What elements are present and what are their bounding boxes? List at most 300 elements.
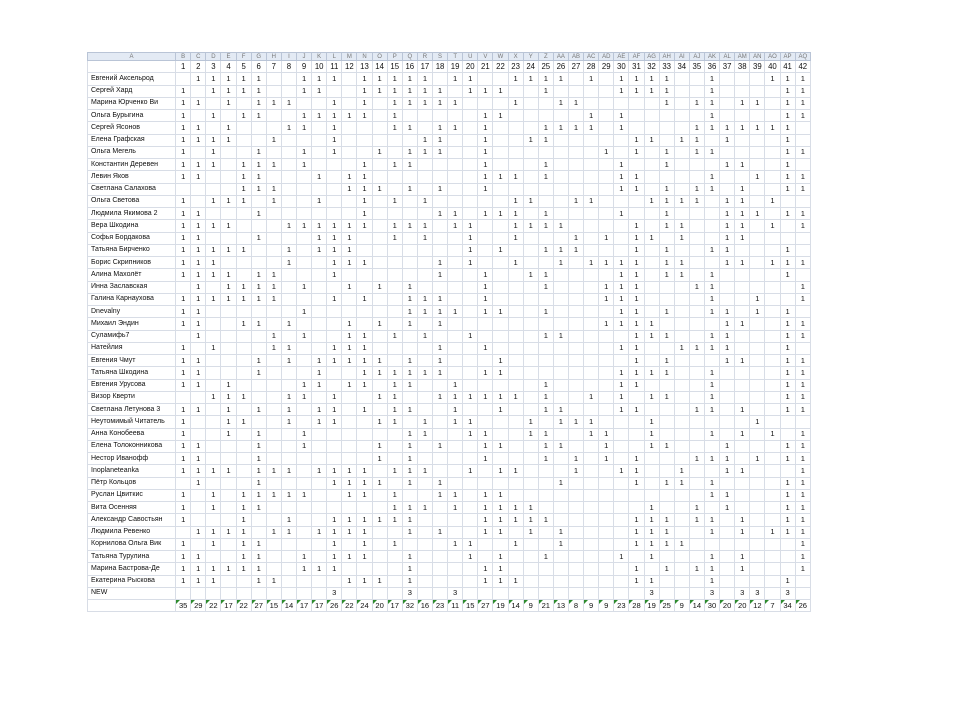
mark-cell[interactable]	[402, 171, 417, 183]
column-number-cell[interactable]: 5	[236, 61, 251, 73]
mark-cell[interactable]	[508, 159, 523, 171]
mark-cell[interactable]	[599, 355, 614, 367]
mark-cell[interactable]	[448, 85, 463, 97]
mark-cell[interactable]: 1	[750, 122, 765, 134]
mark-cell[interactable]: 1	[357, 575, 372, 587]
mark-cell[interactable]: 1	[735, 208, 750, 220]
mark-cell[interactable]	[206, 355, 221, 367]
mark-cell[interactable]	[704, 220, 719, 232]
mark-cell[interactable]: 1	[176, 575, 191, 587]
mark-cell[interactable]: 1	[387, 110, 402, 122]
mark-cell[interactable]: 1	[629, 232, 644, 244]
mark-cell[interactable]: 1	[176, 220, 191, 232]
participant-name-cell[interactable]: Неутомимый Читатель	[88, 416, 176, 428]
mark-cell[interactable]: 1	[191, 404, 206, 416]
total-cell[interactable]: 26	[795, 600, 810, 612]
mark-cell[interactable]: 1	[251, 85, 266, 97]
mark-cell[interactable]	[599, 489, 614, 501]
column-letter-header[interactable]: T	[448, 53, 463, 61]
participant-name-cell[interactable]: Сергей Ясонов	[88, 122, 176, 134]
mark-cell[interactable]	[463, 134, 478, 146]
mark-cell[interactable]: 1	[659, 391, 674, 403]
mark-cell[interactable]	[508, 293, 523, 305]
new-row-cell[interactable]: 3	[704, 587, 719, 599]
mark-cell[interactable]	[568, 575, 583, 587]
mark-cell[interactable]: 1	[327, 355, 342, 367]
mark-cell[interactable]: 1	[538, 514, 553, 526]
mark-cell[interactable]: 1	[538, 220, 553, 232]
mark-cell[interactable]: 1	[176, 257, 191, 269]
mark-cell[interactable]	[614, 244, 629, 256]
mark-cell[interactable]: 1	[372, 453, 387, 465]
mark-cell[interactable]	[523, 538, 538, 550]
mark-cell[interactable]: 1	[629, 220, 644, 232]
mark-cell[interactable]: 1	[448, 391, 463, 403]
mark-cell[interactable]: 1	[402, 428, 417, 440]
new-row-cell[interactable]	[206, 587, 221, 599]
mark-cell[interactable]	[251, 526, 266, 538]
mark-cell[interactable]	[584, 489, 599, 501]
mark-cell[interactable]	[599, 538, 614, 550]
mark-cell[interactable]: 1	[176, 122, 191, 134]
mark-cell[interactable]: 1	[614, 85, 629, 97]
mark-cell[interactable]	[644, 293, 659, 305]
mark-cell[interactable]	[372, 563, 387, 575]
mark-cell[interactable]	[750, 404, 765, 416]
mark-cell[interactable]	[493, 257, 508, 269]
total-cell[interactable]: 14	[689, 600, 704, 612]
mark-cell[interactable]	[342, 404, 357, 416]
mark-cell[interactable]: 1	[312, 232, 327, 244]
new-row-cell[interactable]	[553, 587, 568, 599]
mark-cell[interactable]	[614, 220, 629, 232]
mark-cell[interactable]	[538, 146, 553, 158]
mark-cell[interactable]: 1	[327, 257, 342, 269]
mark-cell[interactable]: 1	[432, 306, 447, 318]
mark-cell[interactable]	[281, 477, 296, 489]
new-row-cell[interactable]	[659, 587, 674, 599]
mark-cell[interactable]: 1	[704, 342, 719, 354]
mark-cell[interactable]	[599, 526, 614, 538]
mark-cell[interactable]	[795, 122, 810, 134]
mark-cell[interactable]: 1	[795, 526, 810, 538]
column-letter-header[interactable]: G	[251, 53, 266, 61]
mark-cell[interactable]	[523, 85, 538, 97]
mark-cell[interactable]: 1	[342, 465, 357, 477]
mark-cell[interactable]	[432, 551, 447, 563]
new-row-cell[interactable]	[765, 587, 780, 599]
mark-cell[interactable]	[266, 404, 281, 416]
participant-name-cell[interactable]: Людмила Якимова 2	[88, 208, 176, 220]
column-letter-header[interactable]: F	[236, 53, 251, 61]
mark-cell[interactable]	[735, 391, 750, 403]
mark-cell[interactable]	[629, 159, 644, 171]
column-number-cell[interactable]: 8	[281, 61, 296, 73]
mark-cell[interactable]: 1	[478, 440, 493, 452]
total-cell[interactable]: 8	[568, 600, 583, 612]
mark-cell[interactable]	[191, 110, 206, 122]
mark-cell[interactable]	[553, 269, 568, 281]
mark-cell[interactable]	[538, 526, 553, 538]
mark-cell[interactable]: 1	[417, 73, 432, 85]
mark-cell[interactable]	[281, 134, 296, 146]
mark-cell[interactable]: 1	[191, 440, 206, 452]
mark-cell[interactable]	[584, 342, 599, 354]
mark-cell[interactable]	[266, 453, 281, 465]
mark-cell[interactable]: 1	[387, 391, 402, 403]
totals-label-cell[interactable]	[88, 600, 176, 612]
mark-cell[interactable]: 1	[312, 367, 327, 379]
mark-cell[interactable]	[297, 477, 312, 489]
mark-cell[interactable]	[478, 465, 493, 477]
mark-cell[interactable]	[236, 208, 251, 220]
mark-cell[interactable]	[674, 122, 689, 134]
mark-cell[interactable]	[750, 318, 765, 330]
mark-cell[interactable]	[236, 404, 251, 416]
participant-name-cell[interactable]: Пётр Кольцов	[88, 477, 176, 489]
mark-cell[interactable]	[508, 134, 523, 146]
mark-cell[interactable]	[568, 159, 583, 171]
mark-cell[interactable]	[221, 367, 236, 379]
mark-cell[interactable]	[493, 318, 508, 330]
column-letter-header[interactable]: AJ	[689, 53, 704, 61]
mark-cell[interactable]	[689, 428, 704, 440]
new-row-cell[interactable]	[795, 587, 810, 599]
mark-cell[interactable]	[568, 330, 583, 342]
mark-cell[interactable]: 1	[735, 183, 750, 195]
mark-cell[interactable]	[206, 171, 221, 183]
mark-cell[interactable]	[221, 171, 236, 183]
mark-cell[interactable]: 1	[523, 526, 538, 538]
mark-cell[interactable]	[327, 367, 342, 379]
mark-cell[interactable]	[206, 404, 221, 416]
mark-cell[interactable]: 1	[659, 355, 674, 367]
column-number-cell[interactable]: 24	[523, 61, 538, 73]
mark-cell[interactable]: 1	[236, 281, 251, 293]
mark-cell[interactable]: 1	[689, 563, 704, 575]
participant-name-cell[interactable]: Вита Осенняя	[88, 502, 176, 514]
mark-cell[interactable]	[508, 416, 523, 428]
mark-cell[interactable]: 1	[704, 575, 719, 587]
column-letter-header[interactable]: M	[342, 53, 357, 61]
mark-cell[interactable]	[266, 538, 281, 550]
mark-cell[interactable]	[538, 538, 553, 550]
mark-cell[interactable]: 1	[659, 73, 674, 85]
mark-cell[interactable]: 1	[659, 85, 674, 97]
mark-cell[interactable]	[402, 134, 417, 146]
mark-cell[interactable]: 1	[704, 97, 719, 109]
column-letter-header[interactable]: AM	[735, 53, 750, 61]
mark-cell[interactable]	[281, 453, 296, 465]
mark-cell[interactable]	[674, 391, 689, 403]
mark-cell[interactable]: 1	[432, 391, 447, 403]
mark-cell[interactable]: 1	[372, 73, 387, 85]
mark-cell[interactable]: 1	[493, 355, 508, 367]
mark-cell[interactable]: 1	[780, 391, 795, 403]
mark-cell[interactable]: 1	[206, 110, 221, 122]
mark-cell[interactable]: 1	[327, 391, 342, 403]
mark-cell[interactable]	[750, 159, 765, 171]
mark-cell[interactable]: 1	[176, 146, 191, 158]
mark-cell[interactable]	[674, 293, 689, 305]
mark-cell[interactable]: 1	[206, 73, 221, 85]
mark-cell[interactable]	[432, 538, 447, 550]
column-letter-header[interactable]: AP	[780, 53, 795, 61]
mark-cell[interactable]	[584, 146, 599, 158]
mark-cell[interactable]	[599, 342, 614, 354]
mark-cell[interactable]	[478, 232, 493, 244]
mark-cell[interactable]	[432, 159, 447, 171]
mark-cell[interactable]: 1	[297, 146, 312, 158]
participant-name-cell[interactable]: Ольга Бурыгина	[88, 110, 176, 122]
mark-cell[interactable]: 1	[236, 171, 251, 183]
mark-cell[interactable]: 1	[432, 440, 447, 452]
mark-cell[interactable]: 1	[674, 538, 689, 550]
mark-cell[interactable]: 1	[720, 257, 735, 269]
mark-cell[interactable]	[297, 257, 312, 269]
mark-cell[interactable]	[297, 465, 312, 477]
new-row-cell[interactable]: 3	[780, 587, 795, 599]
mark-cell[interactable]	[720, 171, 735, 183]
mark-cell[interactable]	[372, 97, 387, 109]
mark-cell[interactable]	[281, 563, 296, 575]
mark-cell[interactable]: 1	[372, 85, 387, 97]
mark-cell[interactable]	[523, 391, 538, 403]
mark-cell[interactable]	[720, 281, 735, 293]
mark-cell[interactable]: 1	[508, 514, 523, 526]
mark-cell[interactable]: 1	[448, 306, 463, 318]
mark-cell[interactable]	[281, 281, 296, 293]
mark-cell[interactable]	[750, 85, 765, 97]
mark-cell[interactable]: 1	[704, 146, 719, 158]
mark-cell[interactable]: 1	[191, 551, 206, 563]
mark-cell[interactable]: 1	[795, 440, 810, 452]
new-row-cell[interactable]: 3	[644, 587, 659, 599]
mark-cell[interactable]	[402, 208, 417, 220]
mark-cell[interactable]	[553, 489, 568, 501]
mark-cell[interactable]	[584, 97, 599, 109]
mark-cell[interactable]: 1	[478, 183, 493, 195]
column-number-cell[interactable]: 21	[478, 61, 493, 73]
mark-cell[interactable]: 1	[644, 391, 659, 403]
mark-cell[interactable]	[750, 440, 765, 452]
mark-cell[interactable]: 1	[312, 526, 327, 538]
mark-cell[interactable]	[251, 122, 266, 134]
mark-cell[interactable]: 1	[281, 122, 296, 134]
mark-cell[interactable]	[221, 110, 236, 122]
mark-cell[interactable]: 1	[584, 391, 599, 403]
mark-cell[interactable]	[342, 122, 357, 134]
mark-cell[interactable]: 1	[523, 73, 538, 85]
mark-cell[interactable]	[599, 306, 614, 318]
mark-cell[interactable]	[674, 453, 689, 465]
mark-cell[interactable]	[463, 171, 478, 183]
mark-cell[interactable]: 1	[206, 489, 221, 501]
mark-cell[interactable]: 1	[674, 134, 689, 146]
mark-cell[interactable]	[568, 281, 583, 293]
mark-cell[interactable]	[297, 575, 312, 587]
mark-cell[interactable]	[387, 281, 402, 293]
mark-cell[interactable]	[614, 355, 629, 367]
mark-cell[interactable]	[674, 306, 689, 318]
mark-cell[interactable]: 1	[493, 526, 508, 538]
mark-cell[interactable]	[538, 367, 553, 379]
mark-cell[interactable]: 1	[780, 367, 795, 379]
mark-cell[interactable]: 1	[176, 416, 191, 428]
mark-cell[interactable]: 1	[432, 97, 447, 109]
mark-cell[interactable]	[297, 416, 312, 428]
mark-cell[interactable]	[312, 453, 327, 465]
mark-cell[interactable]: 1	[236, 159, 251, 171]
mark-cell[interactable]	[432, 514, 447, 526]
mark-cell[interactable]: 1	[659, 269, 674, 281]
mark-cell[interactable]: 1	[357, 514, 372, 526]
mark-cell[interactable]: 1	[206, 220, 221, 232]
mark-cell[interactable]	[614, 477, 629, 489]
mark-cell[interactable]: 1	[674, 195, 689, 207]
mark-cell[interactable]	[735, 73, 750, 85]
mark-cell[interactable]	[644, 208, 659, 220]
mark-cell[interactable]	[750, 526, 765, 538]
mark-cell[interactable]: 1	[689, 195, 704, 207]
mark-cell[interactable]: 1	[327, 416, 342, 428]
mark-cell[interactable]	[402, 538, 417, 550]
mark-cell[interactable]: 1	[251, 477, 266, 489]
mark-cell[interactable]	[538, 293, 553, 305]
column-letter-header[interactable]: K	[312, 53, 327, 61]
mark-cell[interactable]	[342, 208, 357, 220]
mark-cell[interactable]: 1	[599, 281, 614, 293]
mark-cell[interactable]: 1	[297, 330, 312, 342]
mark-cell[interactable]: 1	[402, 318, 417, 330]
mark-cell[interactable]: 1	[463, 330, 478, 342]
mark-cell[interactable]	[780, 416, 795, 428]
mark-cell[interactable]: 1	[629, 453, 644, 465]
mark-cell[interactable]: 1	[704, 293, 719, 305]
mark-cell[interactable]: 1	[342, 379, 357, 391]
mark-cell[interactable]	[251, 416, 266, 428]
mark-cell[interactable]	[236, 330, 251, 342]
mark-cell[interactable]: 1	[780, 85, 795, 97]
mark-cell[interactable]	[750, 146, 765, 158]
mark-cell[interactable]	[432, 330, 447, 342]
new-row-cell[interactable]	[674, 587, 689, 599]
mark-cell[interactable]: 1	[176, 244, 191, 256]
mark-cell[interactable]	[327, 281, 342, 293]
mark-cell[interactable]	[659, 171, 674, 183]
mark-cell[interactable]	[735, 171, 750, 183]
mark-cell[interactable]: 1	[191, 208, 206, 220]
participant-name-cell[interactable]: Марина Юрченко Ви	[88, 97, 176, 109]
mark-cell[interactable]: 1	[750, 171, 765, 183]
mark-cell[interactable]: 1	[402, 281, 417, 293]
participant-name-cell[interactable]: Светлана Салахова	[88, 183, 176, 195]
total-cell[interactable]: 35	[176, 600, 191, 612]
mark-cell[interactable]	[689, 416, 704, 428]
mark-cell[interactable]	[795, 159, 810, 171]
mark-cell[interactable]	[266, 232, 281, 244]
mark-cell[interactable]	[523, 477, 538, 489]
mark-cell[interactable]	[493, 342, 508, 354]
mark-cell[interactable]	[584, 502, 599, 514]
mark-cell[interactable]: 1	[448, 404, 463, 416]
mark-cell[interactable]	[463, 563, 478, 575]
mark-cell[interactable]: 1	[765, 195, 780, 207]
mark-cell[interactable]	[297, 367, 312, 379]
mark-cell[interactable]	[720, 85, 735, 97]
mark-cell[interactable]	[795, 342, 810, 354]
column-letter-header[interactable]: AI	[674, 53, 689, 61]
column-number-cell[interactable]: 9	[297, 61, 312, 73]
mark-cell[interactable]: 1	[780, 306, 795, 318]
mark-cell[interactable]	[493, 134, 508, 146]
mark-cell[interactable]: 1	[614, 257, 629, 269]
mark-cell[interactable]	[402, 195, 417, 207]
mark-cell[interactable]: 1	[191, 306, 206, 318]
total-cell[interactable]: 9	[599, 600, 614, 612]
mark-cell[interactable]: 1	[478, 208, 493, 220]
mark-cell[interactable]	[448, 477, 463, 489]
mark-cell[interactable]: 1	[206, 85, 221, 97]
mark-cell[interactable]	[266, 122, 281, 134]
mark-cell[interactable]	[735, 306, 750, 318]
mark-cell[interactable]	[266, 514, 281, 526]
mark-cell[interactable]: 1	[735, 551, 750, 563]
participant-name-cell[interactable]: Анна Конобеева	[88, 428, 176, 440]
mark-cell[interactable]	[674, 563, 689, 575]
mark-cell[interactable]	[432, 195, 447, 207]
mark-cell[interactable]	[463, 342, 478, 354]
mark-cell[interactable]	[327, 428, 342, 440]
mark-cell[interactable]: 1	[387, 379, 402, 391]
mark-cell[interactable]	[765, 477, 780, 489]
mark-cell[interactable]: 1	[372, 514, 387, 526]
mark-cell[interactable]: 1	[342, 232, 357, 244]
mark-cell[interactable]	[674, 526, 689, 538]
mark-cell[interactable]	[478, 220, 493, 232]
mark-cell[interactable]	[599, 575, 614, 587]
mark-cell[interactable]: 1	[614, 122, 629, 134]
mark-cell[interactable]	[312, 318, 327, 330]
mark-cell[interactable]: 1	[629, 379, 644, 391]
mark-cell[interactable]: 1	[644, 73, 659, 85]
column-number-cell[interactable]: 37	[720, 61, 735, 73]
mark-cell[interactable]: 1	[236, 110, 251, 122]
mark-cell[interactable]	[281, 551, 296, 563]
new-row-cell[interactable]	[720, 587, 735, 599]
mark-cell[interactable]	[659, 489, 674, 501]
total-cell[interactable]: 7	[765, 600, 780, 612]
mark-cell[interactable]	[206, 208, 221, 220]
mark-cell[interactable]	[312, 281, 327, 293]
total-cell[interactable]: 22	[206, 600, 221, 612]
mark-cell[interactable]: 1	[221, 465, 236, 477]
mark-cell[interactable]: 1	[191, 575, 206, 587]
mark-cell[interactable]: 1	[191, 232, 206, 244]
mark-cell[interactable]: 1	[599, 257, 614, 269]
mark-cell[interactable]	[297, 538, 312, 550]
mark-cell[interactable]	[584, 465, 599, 477]
mark-cell[interactable]	[508, 110, 523, 122]
mark-cell[interactable]	[614, 97, 629, 109]
column-number-cell[interactable]: 38	[735, 61, 750, 73]
mark-cell[interactable]	[765, 134, 780, 146]
mark-cell[interactable]: 1	[402, 563, 417, 575]
mark-cell[interactable]	[417, 391, 432, 403]
mark-cell[interactable]	[704, 159, 719, 171]
mark-cell[interactable]: 1	[221, 134, 236, 146]
mark-cell[interactable]: 1	[644, 428, 659, 440]
